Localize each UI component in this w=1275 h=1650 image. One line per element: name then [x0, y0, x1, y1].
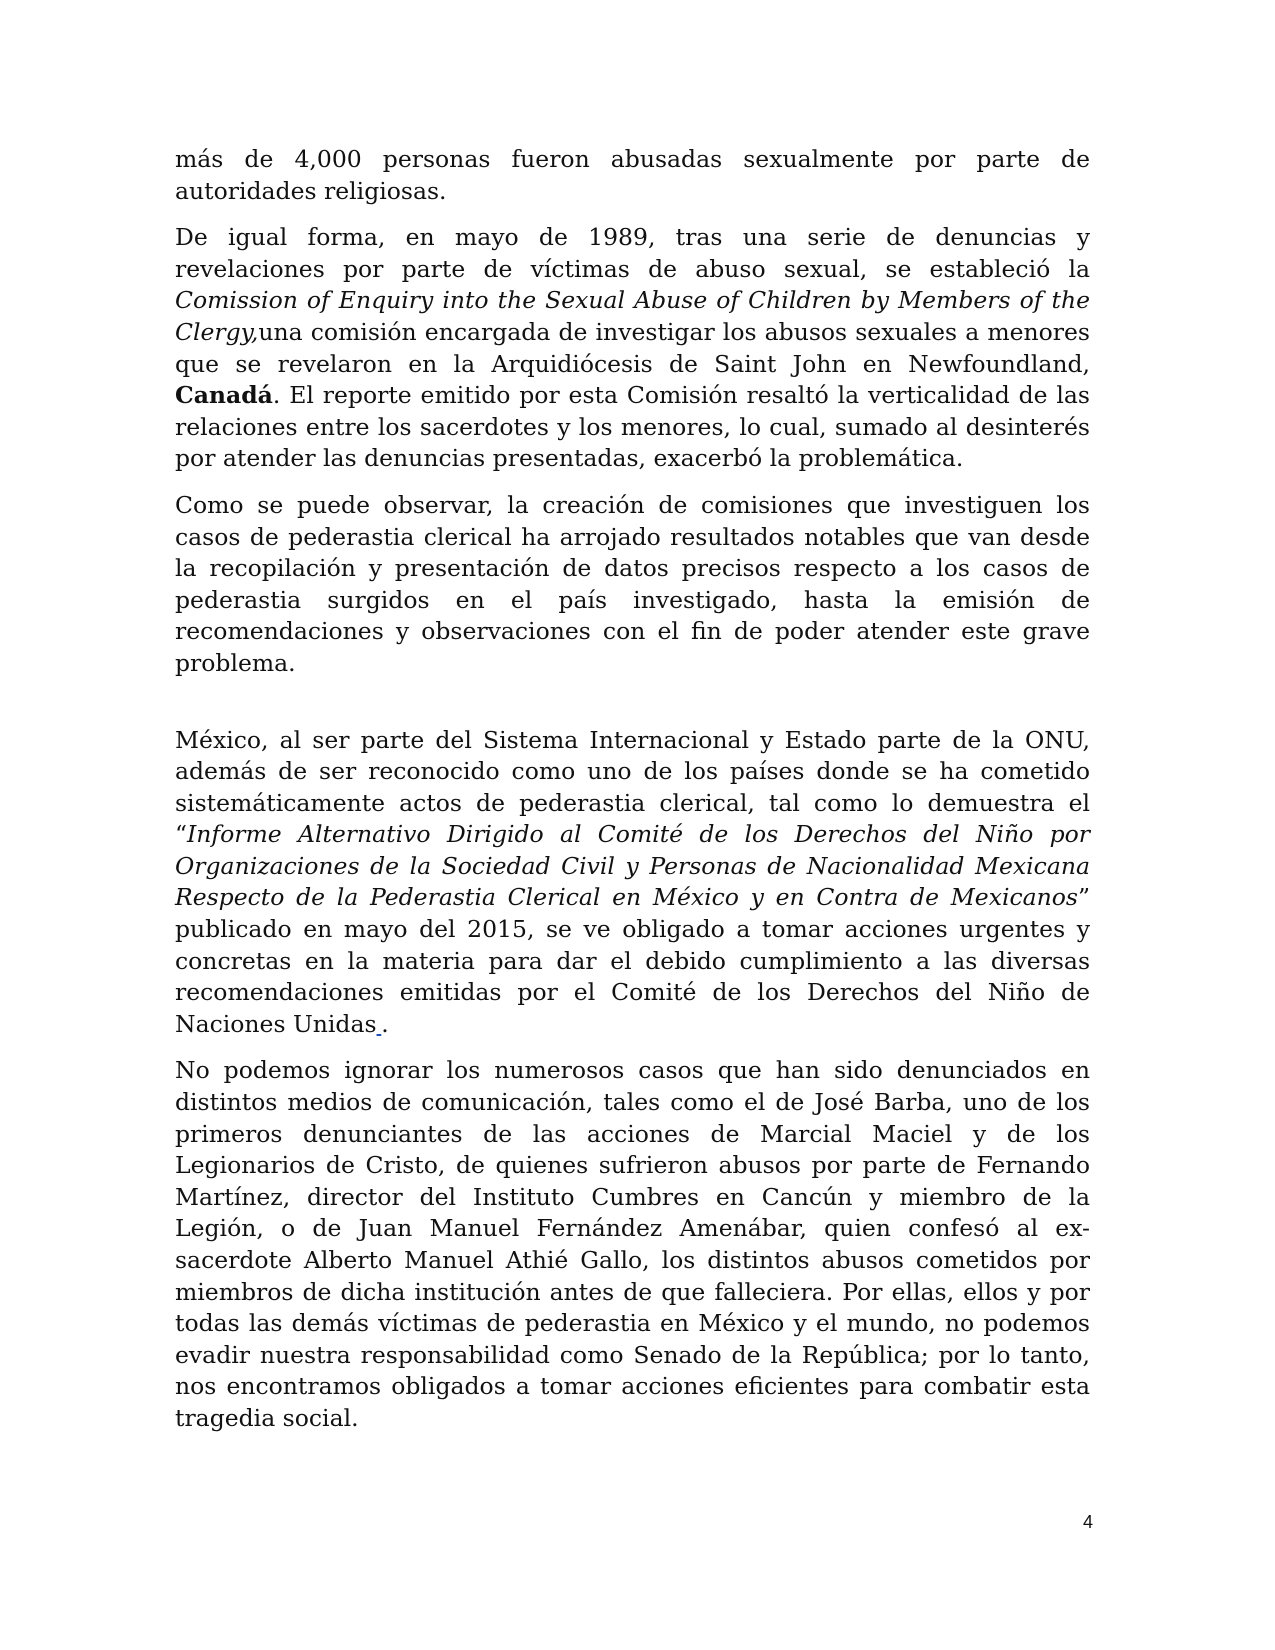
page-body: [175, 144, 1090, 1435]
paragraph-4-text-b: ” publicado en mayo del 2015, se ve obligado a tomar acciones urgentes y concretas en la materia para dar el debido cumplimiento a las diversas recomendaciones emitidas por el Comité de los Derechos del Niño de Naciones Unidas: [175, 883, 1090, 1038]
paragraph-3: [175, 490, 1090, 680]
paragraph-4: [175, 725, 1090, 1041]
paragraph-2-text-c: . El reporte emitido por esta Comisión resaltó la verticalidad de las relaciones entre los sacerdotes y los menores, lo cual, sumado al desinterés por atender las denuncias presentadas, exacerbó la problemática.: [175, 381, 1090, 473]
paragraph-2-text-b: una comisión encargada de investigar los abusos sexuales a menores que se revelaron en la Arquidiócesis de Saint John en Newfoundland,: [175, 317, 1090, 378]
commission-name-italic: Comission of Enquiry into the Sexual Abuse of Children by Members of the Clergy,: [175, 286, 1090, 346]
canada-bold: Canadá: [175, 381, 273, 410]
paragraph-4-text-a: México, al ser parte del Sistema Internacional y Estado parte de la ONU, además de ser reconocido como uno de los países donde se ha cometido sistemáticamente actos de pederastia clerical, tal como lo demuestra el “: [175, 725, 1090, 849]
report-title-italic: Informe Alternativo Dirigido al Comité de los Derechos del Niño por Organizaciones de la Sociedad Civil y Personas de Nacionalidad Mexicana Respecto de la Pederastia Clerical en México y en Contra de Mexicanos: [175, 820, 1090, 912]
paragraph-5-text: No podemos ignorar los numerosos casos que han sido denunciados en distintos medios de comunicación, tales como el de José Barba, uno de los primeros denunciantes de las acciones de Marcial Maciel y de los Legionarios de Cristo, de quienes sufrieron abusos por parte de Fernando Martínez, director del Instituto Cumbres en Cancún y miembro de la Legión, o de Juan Manuel Fernández Amenábar, quien confesó al ex-sacerdote Alberto Manuel Athié Gallo, los distintos abusos cometidos por miembros de dicha institución antes de que falleciera. Por ellas, ellos y por todas las demás víctimas de pederastia en México y el mundo, no podemos evadir nuestra responsabilidad como Senado de la República; por lo tanto, nos encontramos obligados a tomar acciones eficientes para combatir esta tragedia social.: [175, 1056, 1090, 1432]
paragraph-4-text-c: .: [381, 1009, 389, 1038]
paragraph-1-text: más de 4,000 personas fueron abusadas sexualmente por parte de autoridades religiosas.: [175, 145, 1090, 205]
paragraph-1: [175, 144, 1090, 207]
paragraph-5: [175, 1055, 1090, 1434]
paragraph-2: [175, 222, 1090, 475]
paragraph-3-text: Como se puede observar, la creación de comisiones que investiguen los casos de pederastia clerical ha arrojado resultados notables que van desde la recopilación y presentación de datos precisos respecto a los casos de pederastia surgidos en el país investigado, hasta la emisión de recomendaciones y observaciones con el fin de poder atender este grave problema.: [175, 490, 1090, 677]
paragraph-2-text-a: De igual forma, en mayo de 1989, tras una serie de denuncias y revelaciones por parte de víctimas de abuso sexual, se estableció la: [175, 223, 1090, 283]
page-number: 4: [1082, 1512, 1093, 1532]
